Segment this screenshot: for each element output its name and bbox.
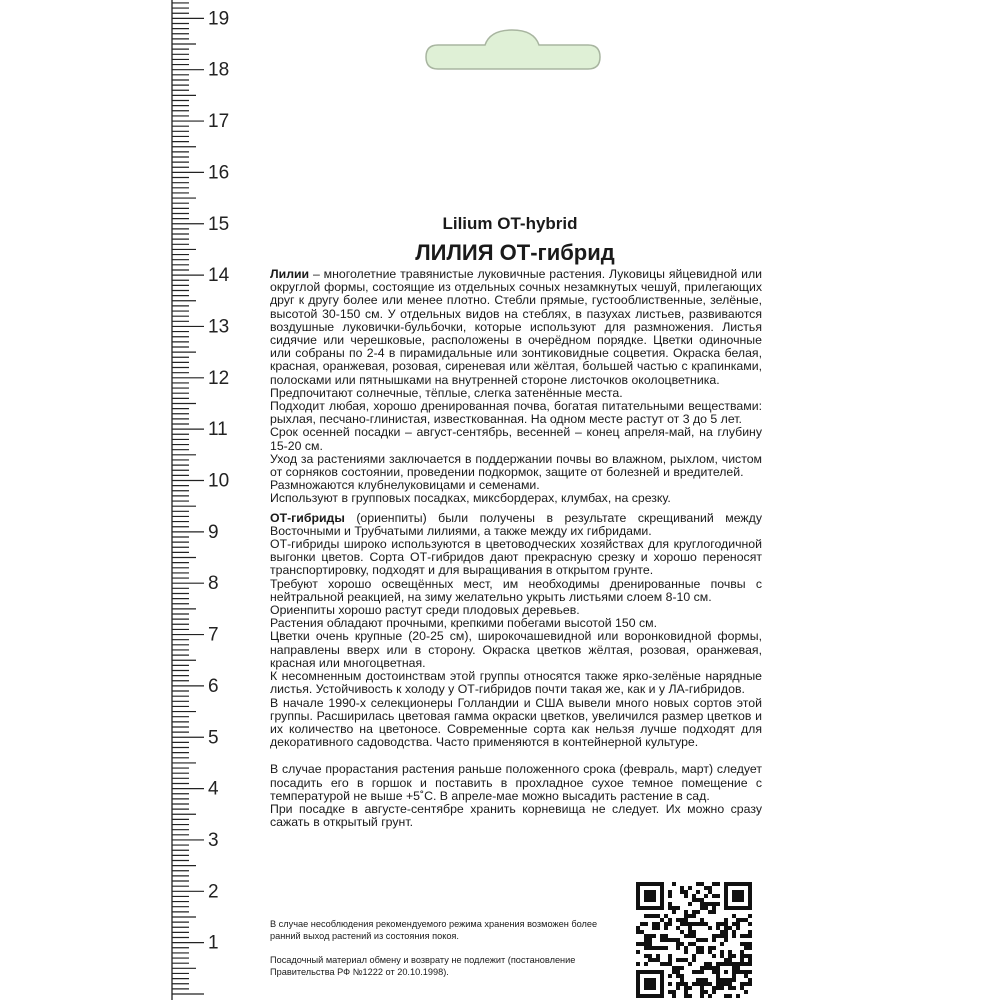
ruler-label-9: 9 bbox=[208, 521, 219, 543]
term-ot-hybrids: ОТ-гибриды bbox=[270, 510, 345, 525]
ruler-label-14: 14 bbox=[208, 265, 230, 287]
product-title: ЛИЛИЯ ОТ-гибрид bbox=[415, 240, 615, 265]
description-text: Лилии – многолетние травянистые луковичные растения. Луковицы яйцевидной или округлой формы, состоящие из отдельных сочных незамкнутых чешуй, прилегающих друг к другу более или менее плотно. Стебли прямые, густооблиственные, зелёные, высотой 30-150 см. У отдельных видов на стеблях, в пазухах листьев, развиваются воздушные луковички-бульбочки, которые используют для размножения. Листья сидячие или черешковые, расположены в очерёдном порядке. Цветки одиночные или собраны по 2-4 в пирамидальные или зонтиковидные соцветия. Окраска белая, красная, оранжевая, розовая, сиреневая или жёлтая, большей частью с крапинками, полосками или пятнышками на внутренней стороне листочков околоцветника. Предпочитают солнечные, тёплые, слегка затенённые места. Подходит любая, хорошо дренированная почва, богатая питательными веществами: рыхлая, песчано-глинистая, известкованная. На одном месте растут от 3 до 5 лет. Срок осенней посадки – август-сентябрь, весенней – конец апреля-май, на глубину 15-20 см. Уход за растениями заключается в поддержании почвы во влажном, рыхлом, чистом от сорняков состоянии, проведении подкормок, защите от болезней и вредителей. Размножаются клубнелуковицами и семенами. Используют в групповых посадках, миксбордерах, клумбах, на срезку. ОТ-гибриды (ориенпиты) были получены в результате скрещиваний между Восточными и Трубчатыми лилиями, а также между их гибридами. ОТ-гибриды широко используются в цветоводческих хозяйствах для круглогодичной выгонки цветов. Сорта ОТ-гибридов дают прекрасную срезку и хорошо переносят транспортировку, подходят и для выращивания в открытом грунте. Требуют хорошо освещённых мест, им необходимы дренированные почвы с нейтральной реакцией, на зиму желательно укрыть листьями слоем 8-10 см. Ориенпиты хорошо растут среди плодовых деревьев. Растения обладают прочными, крепкими побегами высотой 150 см. Цветки очень крупные (20-25 см), широкочашевидной или воронковидной формы, направлены вверх или в сторону. Окраска цветков жёлтая, розовая, оранжевая, красная или многоцветная. К несомненным достоинствам этой группы относятся также ярко-зелёные нарядные листья. Устойчивость к холоду у ОТ-гибридов почти такая же, как и у ЛА-гибридов. В начале 1990-х селекционеры Голландии и США вывели много новых сортов этой группы. Расширилась цветовая гамма окраски цветков, увеличился размер цветков и их количество на цветоносе. Современные сорта как нельзя лучше подходят для декоративного садоводства. Часто применяются в контейнерной культуре. В случае прорастания растения раньше положенного срока (февраль, март) следует посадить его в горшок и поставить в прохладное сухое темное помещение с температурой не выше +5˚С. В апреле-мае можно высадить растение в сад. При посадке в августе-сентябре хранить корневища не следует. Их можно сразу сажать в открытый грунт. bbox=[270, 267, 762, 830]
ruler-label-6: 6 bbox=[208, 675, 219, 697]
ruler-label-8: 8 bbox=[208, 573, 219, 595]
term-lilies: Лилии bbox=[270, 267, 310, 281]
storage-warning: В случае несоблюдения рекомендуемого режима хранения возможен более ранний выход растений из состояния покоя. bbox=[270, 919, 598, 941]
ruler-label-10: 10 bbox=[208, 470, 230, 492]
ruler-label-2: 2 bbox=[208, 881, 219, 903]
ruler-label-5: 5 bbox=[208, 727, 219, 749]
ruler-label-7: 7 bbox=[208, 624, 219, 646]
storage-note: В случае прорастания растения раньше положенного срока (февраль, март) следует посадить его в горшок и поставить в прохладное сухое темное помещение с температурой не выше +5˚С. В апреле-мае можно высадить растение в сад. bbox=[270, 762, 762, 803]
ruler-label-18: 18 bbox=[208, 59, 230, 81]
ruler-label-4: 4 bbox=[208, 778, 219, 800]
ruler-label-15: 15 bbox=[208, 213, 230, 235]
ruler-label-12: 12 bbox=[208, 367, 230, 389]
qr-code[interactable] bbox=[636, 882, 752, 998]
ruler-label-13: 13 bbox=[208, 316, 230, 338]
ruler-label-16: 16 bbox=[208, 162, 230, 184]
measurement-ruler bbox=[0, 0, 260, 1000]
latin-name: Lilium OT-hybrid bbox=[442, 214, 578, 233]
ruler-label-11: 11 bbox=[208, 419, 228, 441]
ruler-label-1: 1 bbox=[208, 932, 219, 954]
ruler-label-17: 17 bbox=[208, 111, 230, 133]
ruler-label-3: 3 bbox=[208, 829, 219, 851]
ruler-label-19: 19 bbox=[208, 8, 230, 30]
return-policy: Посадочный материал обмену и возврату не подлежит (постановление Правительства РФ №1222 от 20.10.1998). bbox=[270, 955, 576, 977]
